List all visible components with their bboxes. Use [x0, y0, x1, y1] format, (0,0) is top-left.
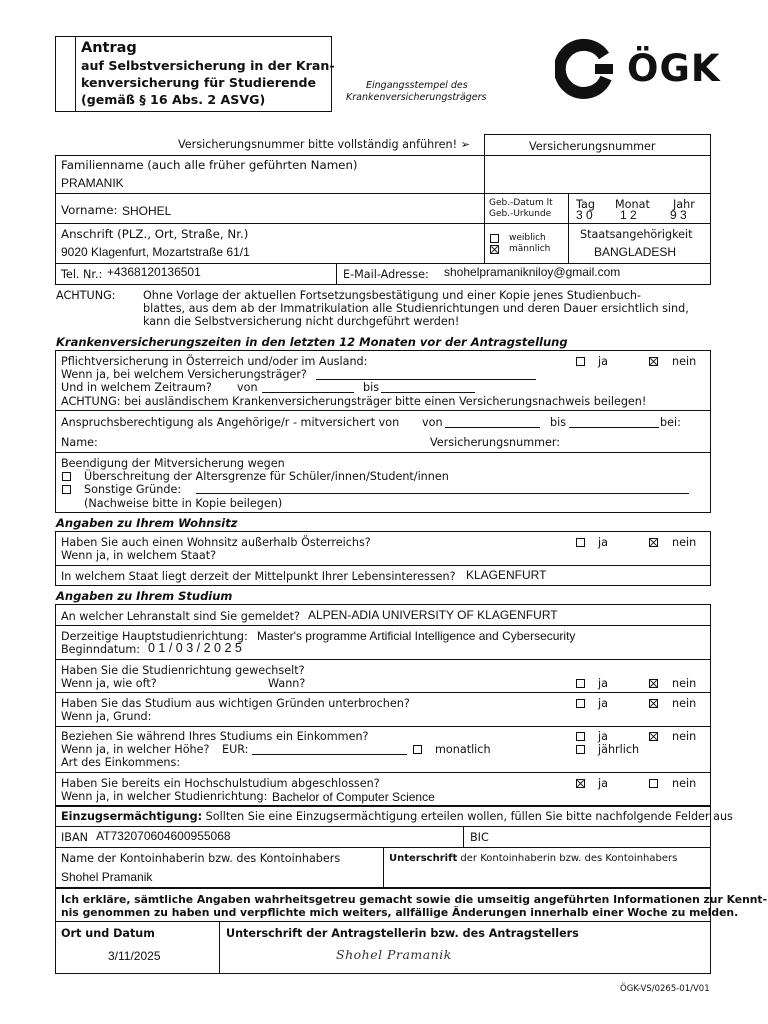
study-break-nein-label: nein	[672, 697, 697, 710]
place-date-value[interactable]: 3/11/2025	[108, 949, 161, 963]
study-income-nein-label: nein	[672, 730, 697, 743]
study-break-nein-checkbox[interactable]	[649, 699, 658, 708]
ins-q1-ja-label: ja	[598, 355, 608, 368]
declaration-line-2: nis genommen zu haben und verpflichte mich weiters, allfällige Änderungen innerhalb einer Woche zu melden.	[61, 906, 739, 919]
ins-q3-note: (Nachweise bitte in Kopie beilegen)	[84, 497, 283, 510]
notice-line-1: Ohne Vorlage der aktuellen Fortsetzungsbestätigung und einer Kopie jenes Studienbuch-	[143, 289, 641, 302]
study-change-ja-label: ja	[598, 677, 608, 690]
phone-value[interactable]: +4368120136501	[107, 265, 201, 279]
residence-section-title: Angaben zu Ihrem Wohnsitz	[56, 516, 238, 530]
ins-period-to-label: bis	[363, 381, 380, 394]
address-value[interactable]: 9020 Klagenfurt, Mozartstraße 61/1	[61, 245, 250, 259]
study-break-ja-checkbox[interactable]	[576, 699, 585, 708]
study-inst-value[interactable]: ALPEN-ADIA UNIVERSITY OF KLAGENFURT	[308, 608, 558, 622]
study-degree-ja-label: ja	[598, 777, 608, 790]
stamp-label-2: Krankenversicherungsträgers	[346, 92, 487, 103]
ins-q1-line-2: Wenn ja, bei welchem Versicherungsträger?	[61, 368, 307, 381]
sepa-text: Sollten Sie eine Einzugsermächtigung erteilen wollen, füllen Sie bitte nachfolgende Felder aus	[205, 810, 733, 823]
email-label: E-Mail-Adresse:	[343, 268, 429, 281]
ins-q2-from-input[interactable]	[445, 427, 540, 428]
study-major-label: Derzeitige Hauptstudienrichtung:	[61, 630, 248, 643]
study-change-ja-checkbox[interactable]	[576, 679, 585, 688]
ins-q1-line-4: ACHTUNG: bei ausländischem Krankenversicherungsträger bitte einen Versicherungsnachweis beilegen!	[61, 395, 647, 408]
ins-period-from-label: von	[237, 381, 258, 394]
res-q1-nein-label: nein	[672, 536, 697, 549]
study-change-line-2: Wenn ja, wie oft?	[61, 677, 157, 690]
study-income-ja-checkbox[interactable]	[576, 732, 585, 741]
iban-value[interactable]: AT732070604600955068	[96, 829, 231, 843]
ins-q1-nein-label: nein	[672, 355, 697, 368]
study-inst-label: An welcher Lehranstalt sind Sie gemeldet?	[61, 610, 300, 623]
study-income-line-1: Beziehen Sie während Ihres Studiums ein Einkommen?	[61, 730, 369, 743]
account-holder-sign-label-rest: der Kontoinhaberin bzw. des Kontoinhabers	[460, 853, 678, 864]
ins-period-from-input[interactable]	[262, 392, 354, 393]
ins-q2-bei-label: bei:	[660, 416, 681, 429]
study-income-monthly-checkbox[interactable]	[413, 745, 422, 754]
ins-q2-name-label: Name:	[61, 436, 98, 449]
family-name-value[interactable]: PRAMANIK	[61, 176, 124, 190]
study-income-line-3: Art des Einkommens:	[61, 756, 181, 769]
dob-month-value[interactable]: 1 2	[620, 208, 637, 222]
notice-line-2: blattes, aus dem ab der Immatrikulation alle Studienrichtungen und deren Dauer ersichtlich sind,	[143, 302, 689, 315]
study-degree-ja-checkbox[interactable]	[576, 779, 585, 788]
address-label: Anschrift (PLZ., Ort, Straße, Nr.)	[61, 227, 249, 241]
ins-q3-opt-1-label: Überschreitung der Altersgrenze für Schüler/innen/Student/innen	[84, 470, 449, 483]
phone-label: Tel. Nr.:	[61, 268, 103, 281]
dob-month-label: Monat	[615, 198, 650, 211]
first-name-value[interactable]: SHOHEL	[122, 204, 172, 218]
ins-q2-from-label: von	[422, 416, 443, 429]
study-break-line-2: Wenn ja, Grund:	[61, 710, 152, 723]
title-divider	[75, 36, 76, 112]
ins-q1-nein-checkbox[interactable]	[649, 357, 658, 366]
ogk-logo-text: ÖGK	[627, 47, 721, 90]
form-subtitle-3: (gemäß § 16 Abs. 2 ASVG)	[81, 92, 266, 107]
study-income-monthly-label: monatlich	[435, 743, 491, 756]
dob-year-label: Jahr	[673, 198, 695, 211]
account-holder-sign-label-bold: Unterschrift	[389, 853, 458, 864]
study-income-ja-label: ja	[598, 730, 608, 743]
ins-q1-line-3: Und in welchem Zeitraum?	[61, 381, 212, 394]
ins-q2-to-input[interactable]	[569, 427, 659, 428]
ins-carrier-input[interactable]	[316, 379, 536, 380]
email-value[interactable]: shohelpramanikniloy@gmail.com	[444, 265, 621, 279]
nationality-label: Staatsangehörigkeit	[580, 228, 693, 241]
account-holder-label: Name der Kontoinhaberin bzw. des Kontoinhabers	[61, 852, 341, 865]
account-holder-value[interactable]: Shohel Pramanik	[61, 870, 153, 884]
account-holder-sign-label	[389, 852, 677, 865]
form-subtitle-1: auf Selbstversicherung in der Kran-	[81, 58, 335, 73]
male-checkbox[interactable]	[490, 245, 499, 254]
ins-q2-to-label: bis	[550, 416, 567, 429]
ins-period-to-input[interactable]	[381, 392, 475, 393]
form-subtitle-2: kenversicherung für Studierende	[81, 75, 317, 90]
ins-q3-opt-1-checkbox[interactable]	[62, 472, 71, 481]
bic-label: BIC	[470, 831, 489, 844]
study-income-line-2: Wenn ja, in welcher Höhe?	[61, 743, 210, 756]
applicant-signature[interactable]: Shohel Pramanik	[336, 947, 452, 962]
study-income-nein-checkbox[interactable]	[649, 732, 658, 741]
study-income-eur: EUR:	[222, 743, 249, 756]
ogk-logo-mark-icon	[555, 38, 617, 100]
ogk-logo	[555, 38, 735, 98]
study-break-line-1: Haben Sie das Studium aus wichtigen Gründen unterbrochen?	[61, 697, 410, 710]
study-change-when: Wann?	[268, 677, 306, 690]
res-q2-value[interactable]: KLAGENFURT	[466, 568, 547, 582]
declaration-line-1: Ich erkläre, sämtliche Angaben wahrheitsgetreu gemacht sowie die umseitig angeführten Informationen zur Kennt-	[61, 893, 768, 906]
form-code: ÖGK-VS/0265-01/V01	[620, 984, 710, 994]
nationality-value[interactable]: BANGLADESH	[594, 245, 677, 259]
ins-q1-line-1: Pflichtversicherung in Österreich und/oder im Ausland:	[61, 355, 368, 368]
study-break-ja-label: ja	[598, 697, 608, 710]
sepa-title	[61, 810, 733, 823]
insurance-section-title: Krankenversicherungszeiten in den letzten 12 Monaten vor der Antragstellung	[56, 335, 568, 349]
form-title: Antrag	[81, 40, 137, 56]
ins-q1-ja-checkbox[interactable]	[576, 357, 585, 366]
male-label: männlich	[509, 244, 551, 254]
res-q1-line-2: Wenn ja, in welchem Staat?	[61, 549, 217, 562]
applicant-sign-label: Unterschrift der Antragstellerin bzw. des Antragstellers	[226, 927, 579, 940]
place-date-label: Ort und Datum	[61, 927, 155, 940]
notice-label: ACHTUNG:	[56, 289, 116, 302]
ins-number-label: Versicherungsnummer	[529, 140, 656, 153]
study-change-nein-checkbox[interactable]	[649, 679, 658, 688]
first-name-label: Vorname:	[61, 203, 118, 217]
study-section-title: Angaben zu Ihrem Studium	[56, 589, 233, 603]
study-degree-value[interactable]: Bachelor of Computer Science	[272, 790, 435, 804]
ins-q3-other-input[interactable]	[196, 493, 689, 494]
study-degree-line-1: Haben Sie bereits ein Hochschulstudium abgeschlossen?	[61, 777, 380, 790]
study-income-yearly-checkbox[interactable]	[576, 745, 585, 754]
study-degree-line-2: Wenn ja, in welcher Studienrichtung:	[61, 790, 268, 803]
dob-label-2: Geb.-Urkunde	[489, 209, 552, 219]
res-q1-nein-checkbox[interactable]	[649, 538, 658, 547]
notice-line-3: kann die Selbstversicherung nicht durchgeführt werden!	[143, 315, 460, 328]
stamp-label-1: Eingangsstempel des	[366, 80, 468, 91]
ins-q2-vnr-label: Versicherungsnummer:	[430, 436, 561, 449]
ins-q2-line-1: Anspruchsberechtigung als Angehörige/r - mitversichert von	[61, 416, 400, 429]
study-change-nein-label: nein	[672, 677, 697, 690]
res-q1-line-1: Haben Sie auch einen Wohnsitz außerhalb Österreichs?	[61, 536, 371, 549]
sepa-title-bold: Einzugsermächtigung:	[61, 810, 203, 823]
ins-q3-opt-2-label: Sonstige Gründe:	[84, 483, 182, 496]
study-degree-nein-checkbox[interactable]	[649, 779, 658, 788]
dob-day-label: Tag	[576, 198, 595, 211]
study-major-value[interactable]: Master's programme Artificial Intelligence and Cybersecurity	[257, 629, 576, 643]
study-start-label: Beginndatum:	[61, 643, 141, 656]
study-income-yearly-label: jährlich	[598, 743, 640, 756]
study-degree-nein-label: nein	[672, 777, 697, 790]
dob-label-1: Geb.-Datum lt	[489, 198, 553, 208]
study-change-line-1: Haben Sie die Studienrichtung gewechselt?	[61, 664, 305, 677]
res-q1-ja-checkbox[interactable]	[576, 538, 585, 547]
study-start-value[interactable]: 0 1 / 0 3 / 2 0 2 5	[148, 641, 242, 655]
female-checkbox[interactable]	[490, 234, 499, 243]
dob-year-value[interactable]: 9 3	[670, 208, 687, 222]
account-holder-signature-field[interactable]	[384, 865, 710, 887]
res-q2-label: In welchem Staat liegt derzeit der Mittelpunkt Ihrer Lebensinteressen?	[61, 570, 456, 583]
study-income-amount-input[interactable]	[252, 754, 407, 755]
family-name-label: Familienname (auch alle früher geführten Namen)	[61, 158, 358, 172]
ins-number-prompt: Versicherungsnummer bitte vollständig anführen! ➢	[178, 138, 470, 151]
iban-label: IBAN	[61, 831, 88, 844]
ins-q3-opt-2-checkbox[interactable]	[62, 485, 71, 494]
res-q1-ja-label: ja	[598, 536, 608, 549]
dob-day-value[interactable]: 3 0	[576, 208, 593, 222]
female-label: weiblich	[509, 233, 546, 243]
ins-q3-line-1: Beendigung der Mitversicherung wegen	[61, 457, 285, 470]
